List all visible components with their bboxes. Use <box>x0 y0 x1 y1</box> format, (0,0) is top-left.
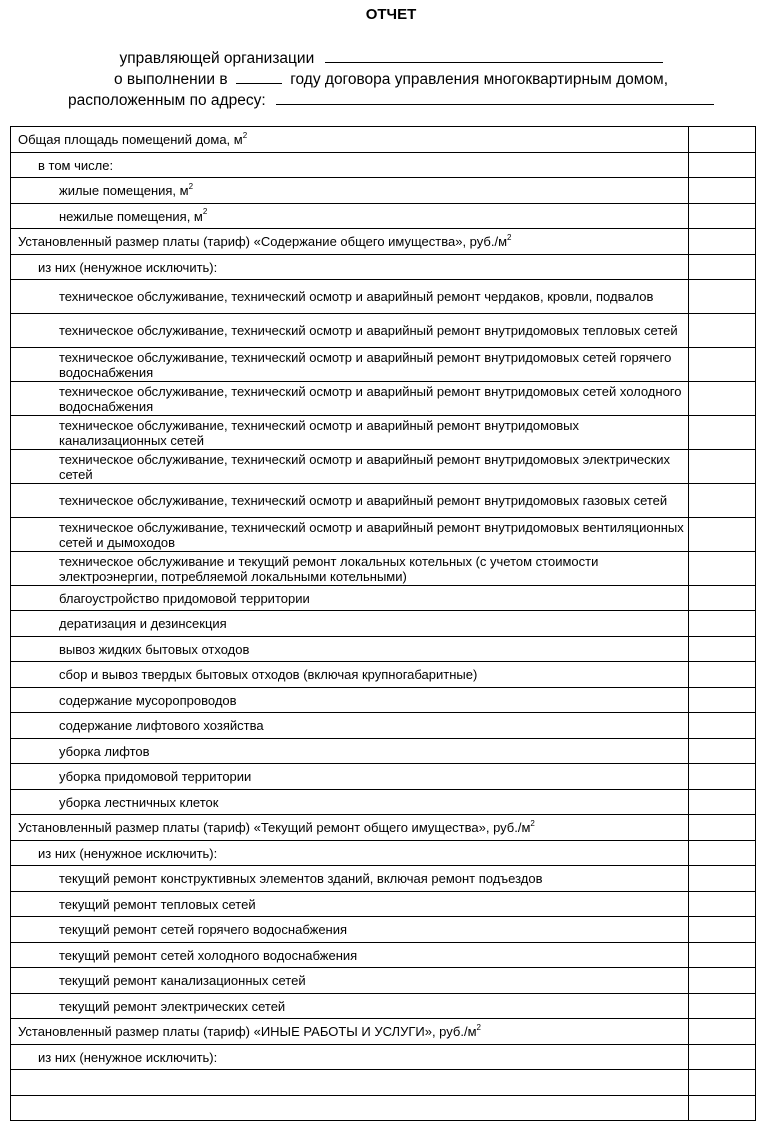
table-row <box>11 416 756 450</box>
row-label-text: текущий ремонт электрических сетей <box>59 998 286 1014</box>
row-label <box>11 968 689 994</box>
row-value-cell[interactable] <box>689 917 756 943</box>
unit-superscript: 2 <box>476 1022 481 1032</box>
year-field[interactable] <box>236 68 282 84</box>
table-row <box>11 637 756 662</box>
row-label-text: Установленный размер платы (тариф) «ИНЫЕ РАБОТЫ И УСЛУГИ», руб./м <box>18 1024 477 1039</box>
row-label <box>11 713 689 739</box>
row-label-text: техническое обслуживание, технический осмотр и аварийный ремонт внутридомовых тепловых сетей <box>59 323 678 338</box>
row-label-text: Установленный размер платы (тариф) «Содержание общего имущества», руб./м <box>18 234 508 249</box>
row-value-cell[interactable] <box>689 127 756 153</box>
row-label-text: из них (ненужное исключить): <box>38 259 218 275</box>
row-label-text: дератизация и дезинсекция <box>59 616 227 631</box>
row-label-text: уборка придомовой территории <box>59 769 252 784</box>
row-value-cell[interactable] <box>689 1096 756 1121</box>
row-label <box>11 416 689 450</box>
row-value-cell[interactable] <box>689 994 756 1019</box>
row-label <box>11 518 689 552</box>
row-value-cell[interactable] <box>689 178 756 204</box>
table-row <box>11 255 756 280</box>
table-row <box>11 968 756 994</box>
table-row <box>11 1070 756 1096</box>
row-value-cell[interactable] <box>689 450 756 484</box>
table-row <box>11 713 756 739</box>
row-label <box>11 662 689 688</box>
row-label-text: техническое обслуживание, технический осмотр и аварийный ремонт внутридомовых канализационных сетей <box>59 417 580 448</box>
year-prefix: о выполнении в <box>113 71 228 88</box>
table-row <box>11 382 756 416</box>
table-row <box>11 917 756 943</box>
table-row <box>11 790 756 815</box>
row-value-cell[interactable] <box>689 229 756 255</box>
report-table <box>10 126 756 1121</box>
row-label <box>11 764 689 790</box>
table-row <box>11 204 756 229</box>
row-value-cell[interactable] <box>689 662 756 688</box>
row-value-cell[interactable] <box>689 586 756 611</box>
row-label <box>11 127 689 153</box>
row-value-cell[interactable] <box>689 314 756 348</box>
table-row <box>11 1019 756 1045</box>
row-label-text: техническое обслуживание, технический осмотр и аварийный ремонт внутридомовых газовых сетей <box>59 493 668 508</box>
table-row <box>11 178 756 204</box>
table-row <box>11 611 756 637</box>
row-value-cell[interactable] <box>689 637 756 662</box>
row-label-text: содержание лифтового хозяйства <box>59 718 264 733</box>
row-label-text: техническое обслуживание, технический осмотр и аварийный ремонт внутридомовых вентиляционных сетей и дымоходов <box>59 519 684 550</box>
row-label-text: техническое обслуживание, технический осмотр и аварийный ремонт внутридомовых сетей холодного водоснабжения <box>59 383 682 414</box>
header-line-year <box>0 68 782 90</box>
unit-superscript: 2 <box>188 181 194 191</box>
table-row <box>11 484 756 518</box>
row-value-cell[interactable] <box>689 153 756 178</box>
row-label <box>11 1045 689 1070</box>
row-label-text: Общая площадь помещений дома, м <box>18 132 243 147</box>
row-label <box>11 892 689 917</box>
row-value-cell[interactable] <box>689 1045 756 1070</box>
row-value-cell[interactable] <box>689 764 756 790</box>
table-row <box>11 841 756 866</box>
row-label-text: текущий ремонт канализационных сетей <box>59 973 306 988</box>
row-label <box>11 382 689 416</box>
row-value-cell[interactable] <box>689 688 756 713</box>
row-label <box>11 314 689 348</box>
row-label-text: текущий ремонт сетей горячего водоснабжения <box>59 922 348 937</box>
row-value-cell[interactable] <box>689 739 756 764</box>
row-value-cell[interactable] <box>689 518 756 552</box>
row-label-text: в том числе: <box>38 157 114 173</box>
row-value-cell[interactable] <box>689 866 756 892</box>
header-line-organization <box>0 47 782 69</box>
row-label-text: техническое обслуживание и текущий ремонт локальных котельных (с учетом стоимости электроэнергии, потребляемой локальными котельными) <box>59 553 599 584</box>
row-value-cell[interactable] <box>689 416 756 450</box>
row-label-text: текущий ремонт сетей холодного водоснабжения <box>59 947 358 963</box>
row-label-text: из них (ненужное исключить): <box>38 845 218 861</box>
row-label-text: уборка лестничных клеток <box>59 794 219 810</box>
organization-name-field[interactable] <box>325 47 663 63</box>
address-label: расположенным по адресу: <box>68 92 266 109</box>
row-label <box>11 994 689 1019</box>
row-value-cell[interactable] <box>689 484 756 518</box>
row-value-cell[interactable] <box>689 943 756 968</box>
row-label <box>11 1096 689 1121</box>
row-label-text: из них (ненужное исключить): <box>38 1049 218 1065</box>
row-value-cell[interactable] <box>689 204 756 229</box>
row-label <box>11 917 689 943</box>
row-label <box>11 943 689 968</box>
table-row <box>11 127 756 153</box>
row-label-text: вывоз жидких бытовых отходов <box>59 641 250 657</box>
row-label <box>11 178 689 204</box>
row-label <box>11 280 689 314</box>
row-value-cell[interactable] <box>689 1019 756 1045</box>
table-row <box>11 1045 756 1070</box>
row-value-cell[interactable] <box>689 841 756 866</box>
table-row <box>11 764 756 790</box>
row-label <box>11 739 689 764</box>
table-row <box>11 815 756 841</box>
unit-superscript: 2 <box>507 232 512 242</box>
row-value-cell[interactable] <box>689 382 756 416</box>
row-value-cell[interactable] <box>689 815 756 841</box>
row-label <box>11 552 689 586</box>
header-line-address <box>0 89 782 111</box>
table-row <box>11 518 756 552</box>
table-row <box>11 892 756 917</box>
row-label <box>11 611 689 637</box>
table-row <box>11 662 756 688</box>
row-value-cell[interactable] <box>689 348 756 382</box>
row-label <box>11 866 689 892</box>
table-row <box>11 450 756 484</box>
row-label <box>11 815 689 841</box>
row-label-text: жилые помещения, м <box>59 183 189 198</box>
row-label-text: техническое обслуживание, технический осмотр и аварийный ремонт чердаков, кровли, подвалов <box>59 289 654 304</box>
address-field[interactable] <box>276 89 714 105</box>
report-title: ОТЧЕТ <box>365 6 417 23</box>
table-row <box>11 994 756 1019</box>
row-label <box>11 450 689 484</box>
row-label <box>11 586 689 611</box>
unit-superscript: 2 <box>530 818 535 828</box>
row-label-text: содержание мусоропроводов <box>59 692 237 708</box>
row-label <box>11 255 689 280</box>
row-label-text: благоустройство придомовой территории <box>59 590 310 606</box>
row-value-cell[interactable] <box>689 1070 756 1096</box>
table-row <box>11 348 756 382</box>
table-row <box>11 280 756 314</box>
row-label <box>11 348 689 382</box>
table-row <box>11 688 756 713</box>
row-label <box>11 484 689 518</box>
table-row <box>11 866 756 892</box>
row-label-text: Установленный размер платы (тариф) «Текущий ремонт общего имущества», руб./м <box>18 820 531 835</box>
row-label <box>11 1070 689 1096</box>
table-row <box>11 739 756 764</box>
row-value-cell[interactable] <box>689 790 756 815</box>
row-label <box>11 229 689 255</box>
table-row <box>11 314 756 348</box>
row-label <box>11 637 689 662</box>
row-value-cell[interactable] <box>689 892 756 917</box>
row-value-cell[interactable] <box>689 552 756 586</box>
row-value-cell[interactable] <box>689 255 756 280</box>
unit-superscript: 2 <box>242 130 248 140</box>
row-value-cell[interactable] <box>689 611 756 637</box>
row-label-text: нежилые помещения, м <box>59 208 203 224</box>
table-row <box>11 943 756 968</box>
table-row <box>11 586 756 611</box>
table-row <box>11 229 756 255</box>
row-value-cell[interactable] <box>689 968 756 994</box>
table-row <box>11 153 756 178</box>
row-value-cell[interactable] <box>689 280 756 314</box>
row-label <box>11 841 689 866</box>
year-suffix: году договора управления многоквартирным домом, <box>290 71 669 88</box>
row-label <box>11 1019 689 1045</box>
organization-label: управляющей организации <box>119 50 315 67</box>
row-label <box>11 790 689 815</box>
row-label-text: техническое обслуживание, технический осмотр и аварийный ремонт внутридомовых электрических сетей <box>59 451 671 482</box>
table-row <box>11 552 756 586</box>
row-value-cell[interactable] <box>689 713 756 739</box>
row-label <box>11 153 689 178</box>
row-label-text: текущий ремонт тепловых сетей <box>59 896 256 912</box>
row-label-text: уборка лифтов <box>59 743 150 759</box>
table-row <box>11 1096 756 1121</box>
row-label-text: текущий ремонт конструктивных элементов зданий, включая ремонт подъездов <box>59 871 543 886</box>
row-label <box>11 204 689 229</box>
unit-superscript: 2 <box>202 207 208 217</box>
row-label-text: техническое обслуживание, технический осмотр и аварийный ремонт внутридомовых сетей горячего водоснабжения <box>59 349 672 380</box>
row-label <box>11 688 689 713</box>
row-label-text: сбор и вывоз твердых бытовых отходов (включая крупногабаритные) <box>59 667 478 682</box>
